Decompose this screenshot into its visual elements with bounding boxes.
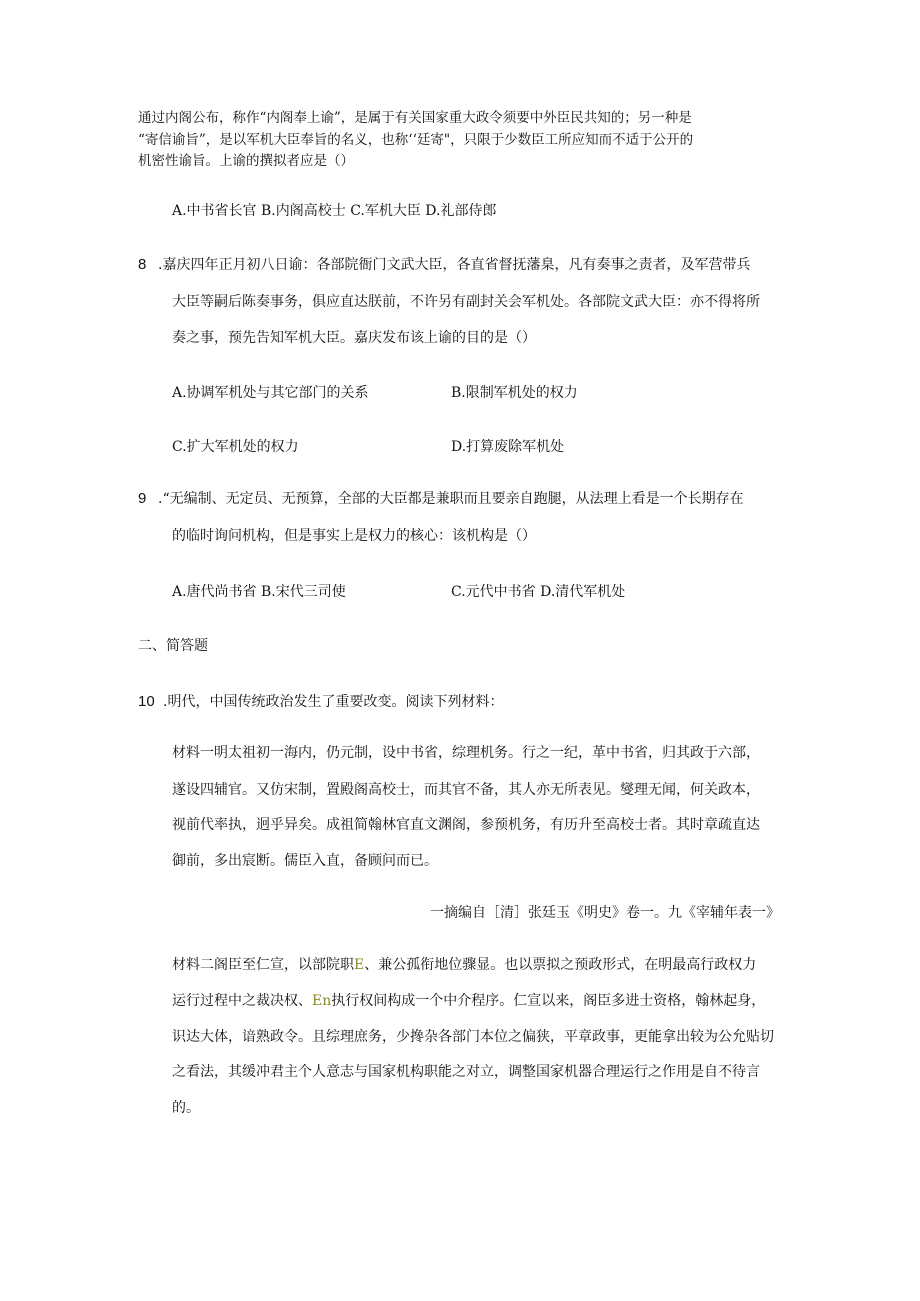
material-2-line-3: 识达大体，谙熟政令。且综理庶务，少搀杂各部门本位之偏狭，平章政事，更能拿出较为公允贴切: [172, 1029, 774, 1045]
q8-option-a: A.协调军机处与其它部门的关系: [172, 385, 369, 401]
material-2-line-5: 的。: [172, 1100, 200, 1116]
q9-options-cd: C.元代中书省 D.清代军机处: [451, 584, 626, 600]
q8-line-1: .嘉庆四年正月初八日谕：各部院衙门文武大臣，各直省督抚藩臬，凡有奏事之责者，及军营带兵: [158, 257, 751, 273]
material-1-line-3: 视前代率执，迥乎异矣。成祖简翰林官直文渊阁，参预机务，有历升至高校士者。其时章疏直达: [172, 817, 760, 833]
material-1-source: 一摘编自［清］张廷玉《明史》卷一。九《宰辅年表一》: [430, 905, 780, 921]
material-2-line-1-part-a: 材料二阁臣至仁宣，以部院职: [172, 957, 354, 973]
material-2-line-1-ocr-mark: E: [354, 957, 365, 973]
material-2-line-2: [172, 992, 765, 1010]
q7-line-1: 通过内阁公布，称作“内阁奉上谕”，是属于有关国家重大政令须要中外臣民共知的；另一种是: [138, 110, 692, 126]
q10-number: 10: [138, 693, 155, 710]
material-2-line-2-part-a: 运行过程中之裁决权、: [172, 993, 312, 1009]
q7-options: A.中书省长官 B.内阁高校士 C.军机大臣 D.礼部侍郎: [172, 203, 497, 219]
section-heading: 二、简答题: [138, 638, 208, 654]
q8-option-b: B.限制军机处的权力: [451, 385, 578, 401]
q9-number: 9: [138, 490, 147, 507]
q7-line-3: 机密性谕旨。上谕的撰拟者应是（）: [138, 153, 354, 169]
material-1-line-4: 御前，多出宸断。儒臣入直，备顾问而已。: [172, 853, 438, 869]
material-2-line-4: 之看法，其缓冲君主个人意志与国家机构职能之对立，调整国家机器合理运行之作用是自不待言: [172, 1064, 760, 1080]
material-2-line-1-part-c: 、兼公孤衔地位骤显。也以票拟之预政形式，在明最高行政权力: [364, 957, 757, 973]
q8-line-3: 奏之事，预先告知军机大臣。嘉庆发布该上谕的目的是（）: [172, 330, 536, 346]
q8-option-d: D.打算废除军机处: [451, 439, 565, 455]
q10-intro: .明代，中国传统政治发生了重要改变。阅读下列材料：: [163, 694, 504, 710]
q9-line-2: 的临时询问机构，但是事实上是权力的核心：该机构是（）: [172, 528, 536, 544]
material-1-line-2: 遂设四辅官。又仿宋制，置殿阁高校士，而其官不备，其人亦无所表见。燮理无闻，何关政本，: [172, 782, 760, 798]
q8-option-c: C.扩大军机处的权力: [172, 439, 299, 455]
material-2-line-2-part-c: 执行权间构成一个中介程序。仁宣以来，阁臣多进士资格，翰林起身，: [331, 993, 766, 1009]
q7-line-2: “寄信谕旨”，是以军机大臣奉旨的名义，也称‘‘廷寄"，只限于少数臣工所应知而不适于公开的: [138, 132, 694, 148]
q9-options-ab: A.唐代尚书省 B.宋代三司使: [172, 584, 346, 600]
q8-line-2: 大臣等嗣后陈奏事务，俱应直达朕前，不许另有副封关会军机处。各部院文武大臣：亦不得将所: [172, 294, 760, 310]
q9-line-1: .“无编制、无定员、无预算，全部的大臣都是兼职而且要亲自跑腿，从法理上看是一个长期存在: [158, 491, 744, 507]
material-2-line-1: [172, 956, 756, 974]
material-2-line-2-ocr-mark: En: [312, 993, 332, 1009]
material-1-line-1: 材料一明太祖初一海内，仍元制，设中书省，综理机务。行之一纪，革中书省，归其政于六部，: [172, 745, 760, 761]
q8-number: 8: [138, 256, 147, 273]
